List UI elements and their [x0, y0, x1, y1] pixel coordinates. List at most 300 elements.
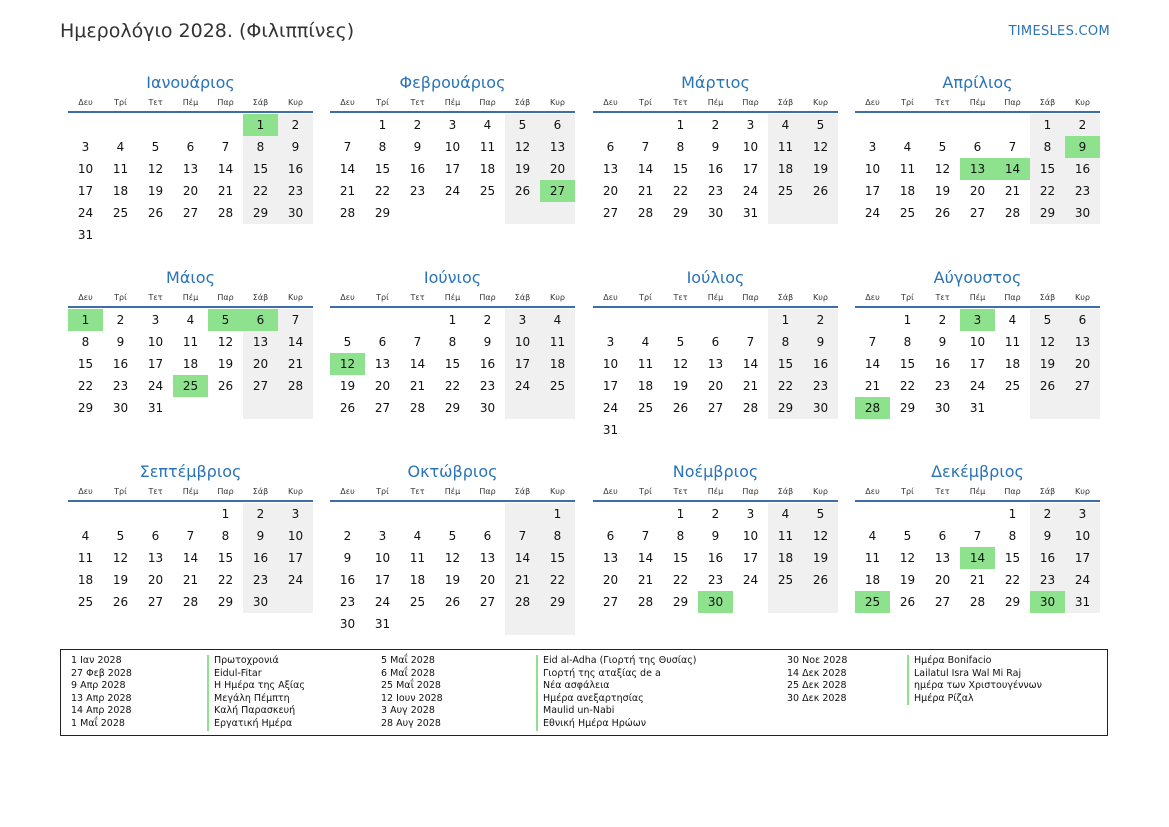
day-cell: 28 — [339, 206, 356, 220]
day-cell: 27 — [182, 206, 199, 220]
day-cell: 5 — [343, 335, 352, 349]
day-cell: 19 — [803, 547, 838, 569]
day-cell: 12 — [899, 551, 916, 565]
day-cell: 3 — [81, 140, 90, 154]
day-cell: 20 — [182, 184, 199, 198]
month-name: Μάρτιος — [681, 73, 750, 92]
day-cell: 2 — [413, 118, 422, 132]
empty-cell — [733, 309, 768, 331]
legend-holiday-name: Εργατική Ημέρα — [207, 718, 305, 731]
weekday-label: Σάβ — [514, 98, 531, 107]
day-cell: 11 — [409, 551, 426, 565]
empty-cell — [995, 114, 1030, 136]
day-cell: 22 — [77, 379, 94, 393]
weekday-label: Τρί — [376, 293, 389, 302]
day-cell: 8 — [81, 335, 90, 349]
page-title: Ημερολόγιο 2028. (Φιλιππίνες) — [60, 20, 355, 42]
legend-date: 1 Μαΐ 2028 — [71, 717, 125, 729]
day-grid — [68, 309, 313, 419]
day-cell: 4 — [903, 140, 912, 154]
day-cell: 25 — [637, 401, 654, 415]
day-cell: 22 — [1004, 573, 1021, 587]
day-cell: 10 — [374, 551, 391, 565]
weekday-label: Σάβ — [1039, 487, 1056, 496]
day-cell: 5 — [116, 529, 125, 543]
day-cell: 29 — [899, 401, 916, 415]
day-cell: 14 — [742, 357, 759, 371]
day-cell: 28 — [637, 206, 654, 220]
weekday-label: Κυρ — [1075, 293, 1090, 302]
day-cell: 10 — [742, 140, 759, 154]
day-cell: 23 — [112, 379, 129, 393]
day-cell: 9 — [243, 525, 278, 547]
weekday-label: Τετ — [148, 487, 163, 496]
weekday-label: Τετ — [673, 293, 688, 302]
day-cell: 17 — [77, 184, 94, 198]
empty-cell — [138, 503, 173, 525]
day-cell: 5 — [1030, 309, 1065, 331]
legend-holiday-name: Εθνική Ημέρα Ηρώων — [536, 718, 697, 731]
day-cell: 6 — [483, 529, 492, 543]
day-cell: 10 — [444, 140, 461, 154]
day-cell: 4 — [483, 118, 492, 132]
weekday-label: Παρ — [479, 487, 496, 496]
empty-cell — [803, 419, 838, 441]
day-cell: 25 — [479, 184, 496, 198]
day-cell: 22 — [1030, 180, 1065, 202]
legend-names — [907, 655, 1042, 705]
month-name: Αύγουστος — [933, 268, 1022, 287]
day-cell: 25 — [855, 591, 890, 613]
empty-cell — [628, 503, 663, 525]
day-cell: 29 — [217, 595, 234, 609]
day-cell: 10 — [742, 529, 759, 543]
empty-cell — [173, 503, 208, 525]
day-cell: 5 — [938, 140, 947, 154]
day-cell: 28 — [969, 595, 986, 609]
day-cell: 10 — [1065, 525, 1100, 547]
empty-cell — [103, 224, 138, 246]
weekday-label: Κυρ — [813, 98, 828, 107]
day-cell: 11 — [182, 335, 199, 349]
day-cell: 15 — [1004, 551, 1021, 565]
day-cell: 10 — [77, 162, 94, 176]
day-cell: 27 — [969, 206, 986, 220]
day-cell: 13 — [707, 357, 724, 371]
weekday-label: Τετ — [935, 293, 950, 302]
day-cell: 26 — [112, 595, 129, 609]
day-cell: 15 — [540, 547, 575, 569]
day-cell: 15 — [77, 357, 94, 371]
day-cell: 3 — [278, 503, 313, 525]
day-cell: 5 — [803, 503, 838, 525]
day-cell: 8 — [540, 525, 575, 547]
legend-holiday-name: Eidul-Fitar — [207, 668, 305, 681]
day-cell: 26 — [803, 180, 838, 202]
legend-holiday-name: Lailatul Isra Wal Mi Raj — [907, 668, 1042, 681]
weekday-label: Πέμ — [969, 487, 986, 496]
day-cell: 13 — [479, 551, 496, 565]
empty-cell — [68, 503, 103, 525]
empty-cell — [68, 114, 103, 136]
empty-cell — [208, 397, 243, 419]
day-cell: 17 — [444, 162, 461, 176]
day-cell: 1 — [448, 313, 457, 327]
weekday-label: Δευ — [865, 98, 880, 107]
day-cell: 17 — [505, 353, 540, 375]
day-grid — [855, 309, 1100, 419]
month-block — [855, 73, 1100, 224]
empty-cell — [855, 114, 890, 136]
day-cell: 26 — [803, 569, 838, 591]
day-cell: 24 — [969, 379, 986, 393]
day-cell: 18 — [899, 184, 916, 198]
legend-holiday-name: Πρωτοχρονιά — [207, 655, 305, 668]
weekday-label: Δευ — [340, 293, 355, 302]
empty-cell — [593, 114, 628, 136]
empty-cell — [960, 503, 995, 525]
day-cell: 12 — [330, 353, 365, 375]
day-cell: 23 — [934, 379, 951, 393]
empty-cell — [1030, 397, 1065, 419]
day-cell: 10 — [864, 162, 881, 176]
day-cell: 20 — [147, 573, 164, 587]
month-name: Οκτώβριος — [407, 462, 498, 481]
weekday-label: Παρ — [742, 98, 759, 107]
day-cell: 24 — [505, 375, 540, 397]
day-cell: 18 — [864, 573, 881, 587]
weekday-label: Τετ — [410, 98, 425, 107]
day-cell: 13 — [182, 162, 199, 176]
day-cell: 12 — [803, 525, 838, 547]
month-block — [68, 73, 313, 246]
day-cell: 6 — [1065, 309, 1100, 331]
day-cell: 9 — [711, 140, 720, 154]
empty-cell — [103, 503, 138, 525]
day-cell: 1 — [676, 118, 685, 132]
day-cell: 13 — [243, 331, 278, 353]
weekday-label: Κυρ — [1075, 487, 1090, 496]
day-cell: 9 — [278, 136, 313, 158]
legend-dates — [381, 655, 443, 731]
legend-holiday-name: Eid al-Adha (Γιορτή της Θυσίας) — [536, 655, 697, 668]
day-cell: 12 — [803, 136, 838, 158]
day-cell: 16 — [1030, 547, 1065, 569]
day-cell: 29 — [672, 595, 689, 609]
weekday-label: Κυρ — [813, 487, 828, 496]
day-cell: 19 — [505, 158, 540, 180]
empty-cell — [435, 503, 470, 525]
day-cell: 17 — [742, 162, 759, 176]
day-cell: 14 — [278, 331, 313, 353]
day-cell: 19 — [899, 573, 916, 587]
day-cell: 23 — [1065, 180, 1100, 202]
weekday-label: Σάβ — [514, 293, 531, 302]
day-cell: 22 — [444, 379, 461, 393]
weekday-label: Τρί — [901, 293, 914, 302]
empty-cell — [855, 503, 890, 525]
day-cell: 21 — [637, 573, 654, 587]
day-cell: 11 — [112, 162, 129, 176]
day-cell: 10 — [602, 357, 619, 371]
day-cell: 6 — [151, 529, 160, 543]
day-cell: 20 — [602, 573, 619, 587]
weekday-label: Πέμ — [444, 293, 461, 302]
empty-cell — [400, 202, 435, 224]
day-cell: 12 — [934, 162, 951, 176]
month-block — [593, 268, 838, 441]
empty-cell — [925, 503, 960, 525]
day-cell: 26 — [1030, 375, 1065, 397]
day-cell: 29 — [768, 397, 803, 419]
day-cell: 5 — [505, 114, 540, 136]
day-cell: 7 — [505, 525, 540, 547]
weekday-label: Παρ — [479, 293, 496, 302]
day-cell: 27 — [602, 206, 619, 220]
empty-cell — [505, 503, 540, 525]
weekday-header — [330, 97, 575, 113]
day-cell: 13 — [1065, 331, 1100, 353]
weekday-label: Σάβ — [252, 293, 269, 302]
day-cell: 20 — [969, 184, 986, 198]
empty-cell — [663, 309, 698, 331]
day-cell: 1 — [378, 118, 387, 132]
day-cell: 28 — [637, 595, 654, 609]
day-cell: 1 — [540, 503, 575, 525]
empty-cell — [768, 202, 803, 224]
day-cell: 24 — [278, 569, 313, 591]
weekday-header — [593, 292, 838, 308]
day-cell: 26 — [934, 206, 951, 220]
day-cell: 30 — [1030, 591, 1065, 613]
day-cell: 20 — [479, 573, 496, 587]
day-cell: 8 — [448, 335, 457, 349]
empty-cell — [400, 613, 435, 635]
day-cell: 29 — [77, 401, 94, 415]
day-cell: 12 — [147, 162, 164, 176]
day-cell: 31 — [1065, 591, 1100, 613]
empty-cell — [278, 397, 313, 419]
day-cell: 27 — [707, 401, 724, 415]
empty-cell — [505, 613, 540, 635]
empty-cell — [663, 419, 698, 441]
day-cell: 29 — [672, 206, 689, 220]
weekday-label: Δευ — [340, 98, 355, 107]
weekday-label: Σάβ — [514, 487, 531, 496]
empty-cell — [1065, 397, 1100, 419]
day-cell: 16 — [707, 162, 724, 176]
empty-cell — [505, 397, 540, 419]
day-cell: 4 — [116, 140, 125, 154]
day-cell: 6 — [711, 335, 720, 349]
site-link[interactable]: TIMESLES.COM — [1008, 24, 1110, 39]
day-cell: 28 — [409, 401, 426, 415]
day-cell: 23 — [479, 379, 496, 393]
day-cell: 30 — [339, 617, 356, 631]
day-cell: 4 — [540, 309, 575, 331]
weekday-label: Παρ — [217, 487, 234, 496]
weekday-label: Πέμ — [444, 487, 461, 496]
day-cell: 21 — [969, 573, 986, 587]
day-cell: 24 — [864, 206, 881, 220]
day-cell: 22 — [768, 375, 803, 397]
day-cell: 9 — [413, 140, 422, 154]
day-cell: 23 — [409, 184, 426, 198]
day-cell: 4 — [413, 529, 422, 543]
legend-dates — [787, 655, 847, 705]
day-cell: 5 — [803, 114, 838, 136]
day-cell: 1 — [221, 507, 230, 521]
day-cell: 4 — [768, 503, 803, 525]
month-block — [855, 462, 1100, 613]
weekday-label: Παρ — [742, 293, 759, 302]
day-cell: 14 — [995, 158, 1030, 180]
day-cell: 22 — [217, 573, 234, 587]
day-cell: 28 — [217, 206, 234, 220]
day-cell: 24 — [742, 184, 759, 198]
day-cell: 13 — [934, 551, 951, 565]
empty-cell — [768, 591, 803, 613]
day-cell: 31 — [602, 423, 619, 437]
empty-cell — [698, 419, 733, 441]
day-cell: 9 — [1065, 136, 1100, 158]
day-cell: 21 — [864, 379, 881, 393]
day-cell: 27 — [602, 595, 619, 609]
day-cell: 29 — [444, 401, 461, 415]
month-block — [593, 462, 838, 613]
holiday-legend — [60, 649, 1108, 736]
empty-cell — [138, 224, 173, 246]
day-cell: 6 — [378, 335, 387, 349]
day-cell: 28 — [742, 401, 759, 415]
day-cell: 2 — [1030, 503, 1065, 525]
day-cell: 15 — [672, 162, 689, 176]
day-cell: 22 — [243, 180, 278, 202]
day-cell: 27 — [374, 401, 391, 415]
day-cell: 17 — [742, 551, 759, 565]
day-cell: 11 — [77, 551, 94, 565]
day-cell: 2 — [1065, 114, 1100, 136]
empty-cell — [505, 202, 540, 224]
weekday-label: Παρ — [217, 98, 234, 107]
empty-cell — [628, 419, 663, 441]
day-cell: 18 — [182, 357, 199, 371]
day-cell: 5 — [151, 140, 160, 154]
weekday-header — [593, 97, 838, 113]
day-cell: 11 — [899, 162, 916, 176]
day-cell: 17 — [147, 357, 164, 371]
weekday-label: Σάβ — [252, 98, 269, 107]
day-grid — [855, 114, 1100, 224]
day-cell: 26 — [339, 401, 356, 415]
day-cell: 8 — [676, 529, 685, 543]
day-cell: 29 — [1004, 595, 1021, 609]
month-name: Ιούνιος — [423, 268, 482, 287]
day-cell: 30 — [243, 591, 278, 613]
empty-cell — [628, 114, 663, 136]
day-cell: 8 — [768, 331, 803, 353]
day-cell: 7 — [641, 529, 650, 543]
day-cell: 20 — [243, 353, 278, 375]
day-cell: 16 — [278, 158, 313, 180]
weekday-label: Δευ — [340, 487, 355, 496]
month-name: Φεβρουάριος — [399, 73, 506, 92]
day-cell: 30 — [934, 401, 951, 415]
day-cell: 30 — [278, 202, 313, 224]
day-cell: 18 — [768, 158, 803, 180]
day-cell: 30 — [803, 397, 838, 419]
day-cell: 8 — [1008, 529, 1017, 543]
day-cell: 28 — [278, 375, 313, 397]
day-cell: 29 — [243, 202, 278, 224]
weekday-label: Πέμ — [969, 98, 986, 107]
day-cell: 1 — [1008, 507, 1017, 521]
day-cell: 8 — [378, 140, 387, 154]
day-cell: 31 — [77, 228, 94, 242]
legend-names — [207, 655, 305, 731]
day-cell: 27 — [1065, 375, 1100, 397]
day-cell: 12 — [217, 335, 234, 349]
empty-cell — [960, 114, 995, 136]
weekday-label: Δευ — [865, 293, 880, 302]
weekday-label: Τετ — [673, 487, 688, 496]
weekday-label: Πέμ — [969, 293, 986, 302]
weekday-label: Πέμ — [182, 487, 199, 496]
weekday-label: Πέμ — [707, 98, 724, 107]
day-cell: 21 — [505, 569, 540, 591]
day-cell: 19 — [217, 357, 234, 371]
day-cell: 15 — [672, 551, 689, 565]
day-cell: 2 — [278, 114, 313, 136]
day-cell: 16 — [479, 357, 496, 371]
empty-cell — [540, 613, 575, 635]
day-cell: 20 — [707, 379, 724, 393]
weekday-label: Σάβ — [777, 98, 794, 107]
empty-cell — [400, 503, 435, 525]
day-cell: 9 — [483, 335, 492, 349]
day-grid — [330, 114, 575, 224]
day-cell: 23 — [243, 569, 278, 591]
legend-date: 13 Απρ 2028 — [71, 692, 132, 704]
weekday-label: Σάβ — [1039, 98, 1056, 107]
empty-cell — [208, 114, 243, 136]
weekday-label: Δευ — [603, 487, 618, 496]
month-block — [330, 462, 575, 635]
empty-cell — [400, 309, 435, 331]
day-cell: 23 — [1030, 569, 1065, 591]
day-cell: 19 — [934, 184, 951, 198]
day-cell: 11 — [637, 357, 654, 371]
empty-cell — [173, 224, 208, 246]
day-cell: 22 — [374, 184, 391, 198]
day-cell: 14 — [182, 551, 199, 565]
weekday-label: Τετ — [410, 487, 425, 496]
day-cell: 8 — [243, 136, 278, 158]
day-cell: 3 — [746, 118, 755, 132]
weekday-label: Παρ — [742, 487, 759, 496]
weekday-label: Τετ — [935, 98, 950, 107]
weekday-label: Δευ — [78, 98, 93, 107]
day-cell: 19 — [339, 379, 356, 393]
day-cell: 14 — [864, 357, 881, 371]
weekday-label: Δευ — [78, 487, 93, 496]
day-cell: 10 — [278, 525, 313, 547]
weekday-label: Πέμ — [707, 293, 724, 302]
weekday-label: Παρ — [1004, 293, 1021, 302]
legend-holiday-name: Ημέρα ανεξαρτησίας — [536, 693, 697, 706]
day-cell: 18 — [112, 184, 129, 198]
day-cell: 7 — [278, 309, 313, 331]
